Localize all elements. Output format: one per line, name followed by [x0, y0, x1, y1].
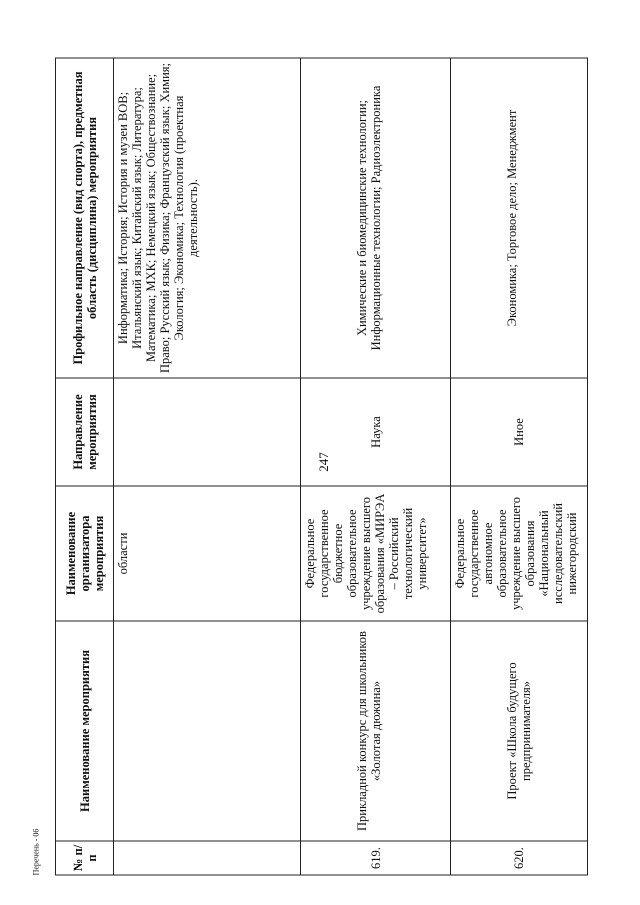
header-organizer: Наименование организатора мероприятия [56, 486, 114, 621]
table-row [301, 58, 451, 875]
page-number: 247 [316, 452, 331, 472]
row-organizer: Федеральное государственное бюджетное образовательное учреждение высшего образования «МИРЭА – Российский технологический университет» [301, 486, 451, 621]
row-organizer: области [114, 486, 301, 621]
table-row [451, 58, 588, 875]
row-num: 619. [301, 841, 451, 875]
row-direction: Наука [301, 378, 451, 486]
row-direction [114, 378, 301, 486]
row-num [114, 841, 301, 875]
header-event-name: Наименование мероприятия [56, 621, 114, 841]
header-profile: Профильное направление (вид спорта), предметная область (дисциплина) мероприятия [56, 58, 114, 378]
row-profile: Химические и биомедицинские технологии; Информационные технологии; Радиоэлектроника [301, 58, 451, 378]
row-profile: Экономика; Торговое дело; Менеджмент [451, 58, 588, 378]
row-event-name [114, 621, 301, 841]
events-table [55, 57, 588, 875]
header-num: № п/п [56, 841, 114, 875]
table-container [55, 58, 587, 875]
row-event-name: Проект «Школа будущего предпринимателя» [451, 621, 588, 841]
header-direction: Направление мероприятия [56, 378, 114, 486]
row-num: 620. [451, 841, 588, 875]
rotated-table-frame [55, 58, 587, 875]
row-organizer: Федеральное государственное автономное образовательное учреждение высшего образования «Национальный исследовательский нижегородский [451, 486, 588, 621]
row-event-name: Прикладной конкурс для школьников «Золотая дюжина» [301, 621, 451, 841]
row-direction: Иное [451, 378, 588, 486]
row-profile: Информатика; История; История и музеи ВОВ; Итальянский язык; Китайский язык; Литература; Математика; МХК; Немецкий язык; Обществознание; Право; Русский язык; Физика; Французский язык; Химия; Экология; Экономика; Технология (проектная деятельность). [114, 58, 301, 378]
footer-code: Перечень - 06 [31, 828, 41, 876]
table-row [114, 58, 301, 875]
table-header-row [56, 58, 114, 875]
